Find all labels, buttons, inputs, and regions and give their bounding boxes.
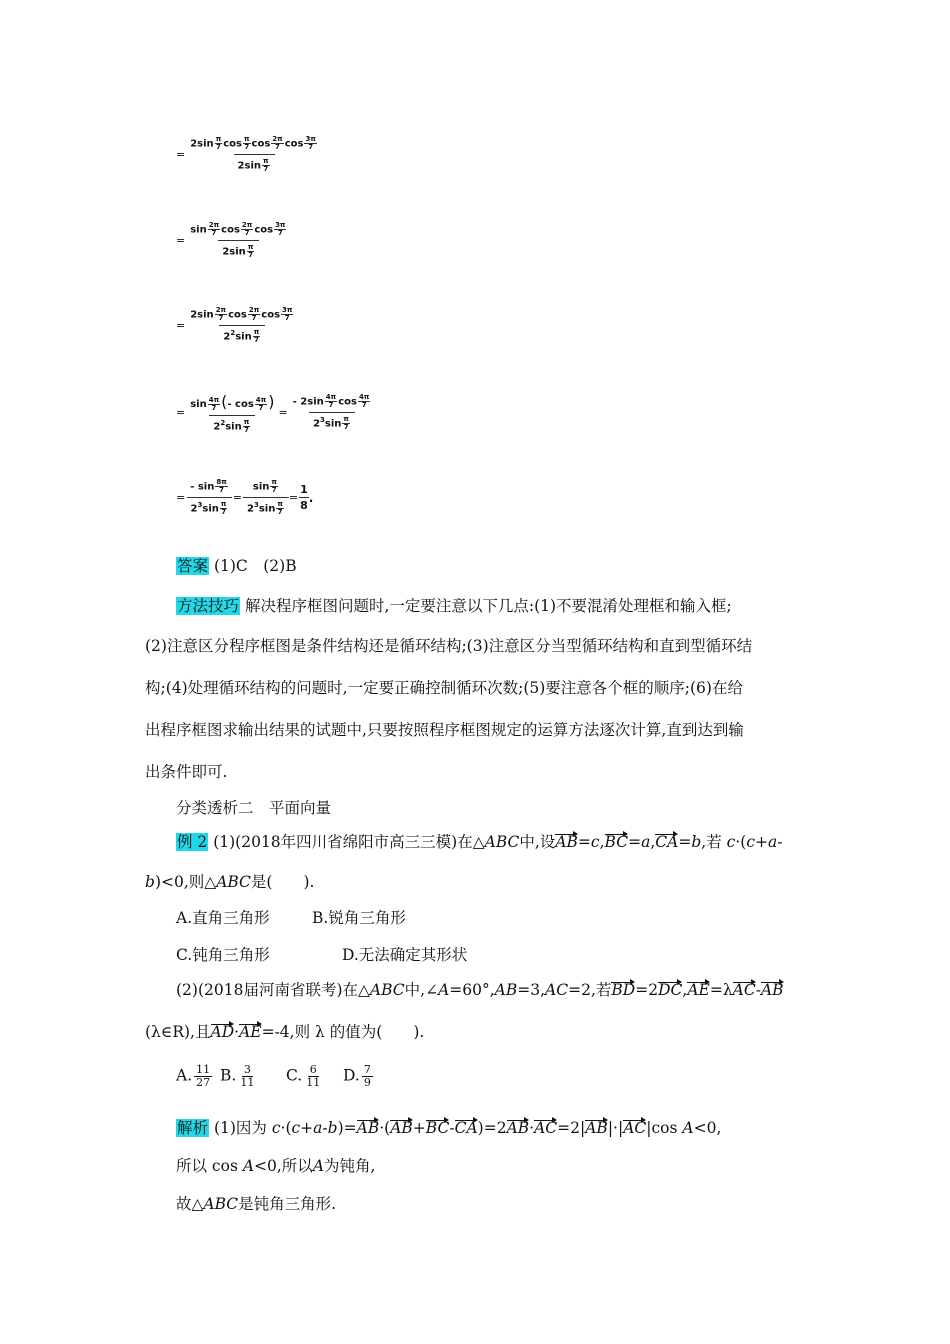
example-line-2: b)<0,则△ABC是( ). [145,873,315,891]
vector-bc: BC [604,833,629,851]
solution-line-3: 故△ABC是钝角三角形. [176,1195,337,1213]
equation-line-4: = sin $\frac{4\pi}{7}$ (- cos $\frac{4\pi}{7}$ ) $2^2\sin$ $\frac{\pi}{7}$ = - 2sin $\frac{4\pi}{7}$ cos $\frac{4\pi}{7}$ $2^3\sin$ $\frac{\pi}{7}$ [176,392,375,434]
solution-line-1: 解析 (1)因为 c·(c+a-b)=AB·(AB+BC-CA)=2AB·AC=2|AB|·|AC|cos A<0, [177,1119,722,1137]
vector-ab: AB [760,981,784,999]
equation-line-1: = 2sin $\frac{\pi}{7}$ cos $\frac{\pi}{7}$ cos $\frac{2\pi}{7}$ cos $\frac{3\pi}{7}$ 2sin $\frac{\pi}{7}$ [176,136,322,173]
method-line-5: 出条件即可. [145,763,228,781]
section-heading: 分类透析二 平面向量 [176,799,332,817]
vector-ac: AC [732,981,756,999]
fraction: - 2sin $\frac{4\pi}{7}$ cos $\frac{4\pi}{7}$ $2^3\sin$ $\frac{\pi}{7}$ [292,393,370,432]
vector-bd: BD [611,981,636,999]
example-part2-line-1: (2)(2018届河南省联考)在△ABC中,∠A=60°,AB=3,AC=2,若BD=2DC,AE=λAC-AB [176,981,784,999]
answer-line [176,554,297,576]
vector-ca: CA [655,833,679,851]
equation-line-3: = 2sin $\frac{2\pi}{7}$ cos $\frac{2\pi}{7}$ cos $\frac{3\pi}{7}$ $2^2\sin$ $\frac{\pi}{7}$ [176,307,298,344]
fraction: sin $\frac{4\pi}{7}$ (- cos $\frac{4\pi}{7}$ ) $2^2\sin$ $\frac{\pi}{7}$ [190,392,275,434]
solution-line-2: 所以 cos A<0,所以A为钝角, [176,1157,376,1175]
fraction: sin $\frac{2\pi}{7}$ cos $\frac{2\pi}{7}$ cos $\frac{3\pi}{7}$ 2sin $\frac{\pi}{7}$ [190,221,286,259]
method-line-3: 构;(4)处理循环结构的问题时,一定要正确控制循环次数;(5)要注意各个框的顺序;(6)在给 [145,679,743,697]
example-part2-line-2: (λ∈R),且AD·AE=-4,则 λ 的值为( ). [145,1023,425,1041]
fraction-result: $\frac{1}{8}$ [300,483,308,512]
option2-a: A. $\frac{11}{27}$ [176,1063,211,1089]
option-a: A.直角三角形 [176,909,270,927]
option2-d: D. $\frac{7}{9}$ [343,1063,371,1089]
example-line-1: 例 2 (1)(2018年四川省绵阳市高三三模)在△ABC中,设AB=c,BC=a,CA=b,若 c·(c+a- [177,833,783,851]
method-line-1: 方法技巧 解决程序框图问题时,一定要注意以下几点:(1)不要混淆处理框和输入框; [177,597,732,615]
method-line-2: (2)注意区分程序框图是条件结构还是循环结构;(3)注意区分当型循环结构和直到型循环结 [145,637,753,655]
method-tag: 方法技巧 [177,597,240,615]
option-b: B.锐角三角形 [312,909,406,927]
option2-c: C. $\frac{6}{11}$ [286,1063,321,1089]
fraction: 2sin $\frac{2\pi}{7}$ cos $\frac{2\pi}{7}$ cos $\frac{3\pi}{7}$ $2^2\sin$ $\frac{\pi}{7}$ [190,306,293,344]
vector-ad: AD [210,1023,235,1041]
example-tag: 例 2 [177,833,208,851]
vector-dc: DC [658,981,683,999]
vector-ab: AB [555,833,578,851]
answer-tag: 答案 [177,557,209,575]
fraction: - sin $\frac{8\pi}{7}$ $2^3\sin$ $\frac{\pi}{7}$ [186,479,233,516]
option2-b: B. $\frac{3}{11}$ [220,1063,255,1089]
vector-ae: AE [239,1023,262,1041]
equation-line-2: = sin $\frac{2\pi}{7}$ cos $\frac{2\pi}{7}$ cos $\frac{3\pi}{7}$ 2sin $\frac{\pi}{7}$ [176,222,291,259]
option-c: C.钝角三角形 [176,946,270,964]
fraction: sin $\frac{\pi}{7}$ $2^3\sin$ $\frac{\pi}{7}$ [243,479,289,516]
answer-text: (1)C (2)B [209,557,297,575]
vector-ae: AE [687,981,710,999]
solution-tag: 解析 [177,1119,209,1137]
fraction: 2sin $\frac{\pi}{7}$ cos $\frac{\pi}{7}$ cos $\frac{2\pi}{7}$ cos $\frac{3\pi}{7}$ 2sin $\frac{\pi}{7}$ [190,135,316,173]
equation-line-5: = - sin $\frac{8\pi}{7}$ $2^3\sin$ $\frac{\pi}{7}$ = sin $\frac{\pi}{7}$ $2^3\sin$ $\frac{\pi}{7}$ = $\frac{1}{8}$ . [176,478,314,516]
option-d: D.无法确定其形状 [342,946,468,964]
method-line-4: 出程序框图求输出结果的试题中,只要按照程序框图规定的运算方法逐次计算,直到达到输 [145,721,744,739]
